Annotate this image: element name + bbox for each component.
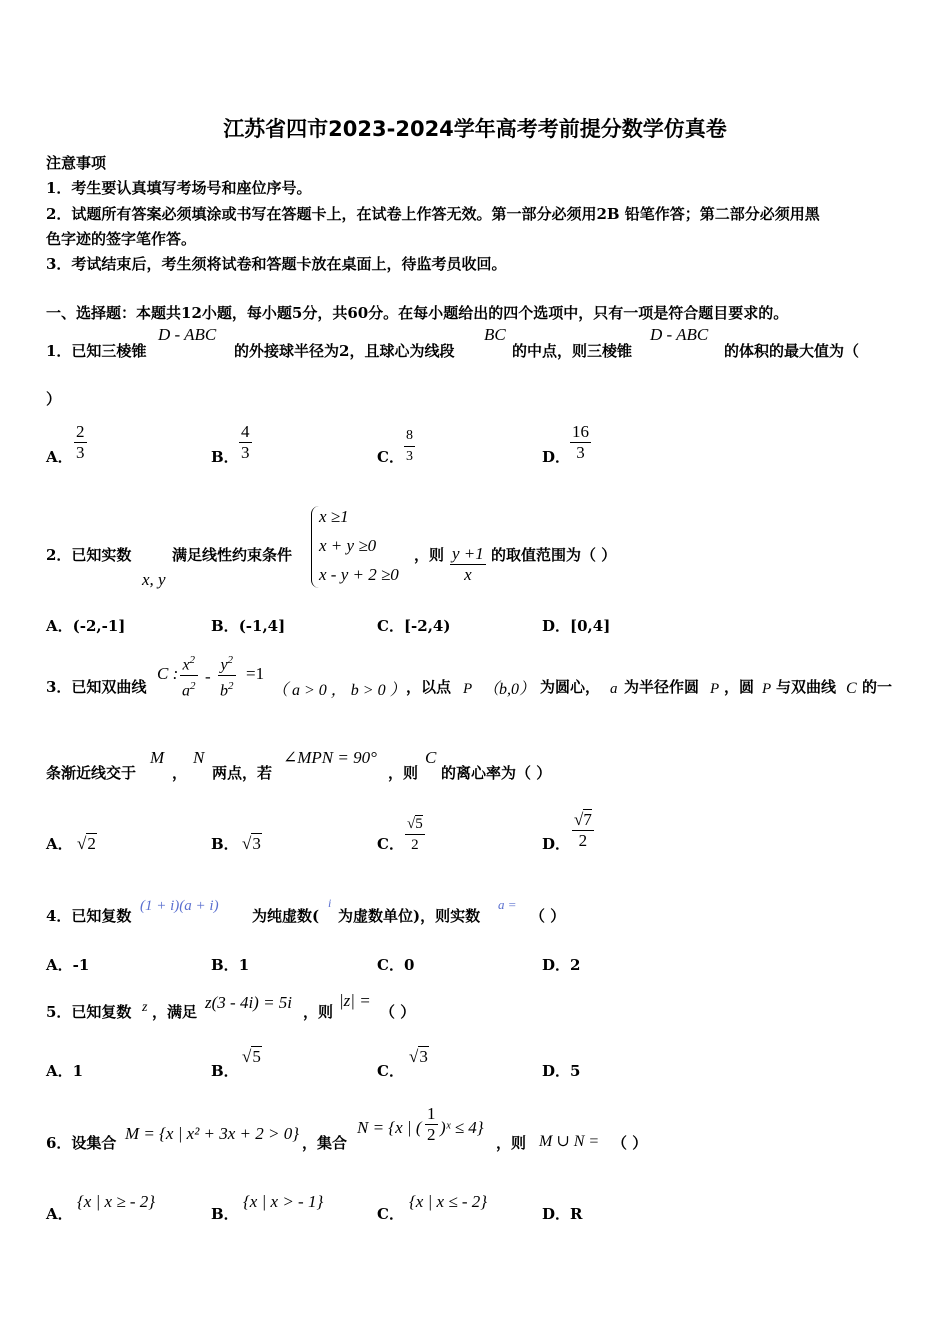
q5-text-c: ，则	[303, 1003, 334, 1021]
q3-n: N	[193, 748, 205, 767]
option-label: C．	[377, 835, 404, 853]
q1-option-a-value	[74, 422, 87, 463]
q2-text-c: ，则	[414, 546, 445, 564]
option-label: A．	[46, 1205, 73, 1223]
q5-option-b[interactable]	[211, 1060, 239, 1081]
frac-num: 16	[572, 422, 589, 441]
q6-text-b: ，集合	[302, 1134, 348, 1152]
q1-text-b: 的外接球半径为2，且球心为线段	[234, 342, 455, 360]
frac-num: x	[182, 656, 190, 674]
option-text: [-2,4)	[403, 617, 451, 635]
q2-text-d: 的取值范围为（ ）	[491, 546, 617, 564]
q3-pt: （b,0）	[483, 681, 536, 698]
q1-option-c-value	[404, 426, 415, 467]
q3-text-h: 条渐近线交于	[46, 764, 137, 782]
q3-text-c: 为圆心，	[540, 678, 601, 696]
option-label: A．	[46, 617, 73, 635]
option-label: D．	[542, 617, 571, 635]
q3-text-i: 两点，若	[212, 764, 273, 782]
exp: 2	[189, 654, 196, 666]
frac-den: 3	[241, 443, 250, 462]
option-label: A．	[46, 956, 73, 974]
q3-frac-x	[180, 650, 198, 702]
q6-text-d: （ ）	[612, 1134, 648, 1152]
q6-option-b-value: {x | x > - 1}	[243, 1192, 324, 1211]
q5-option-b-value: √5	[242, 1047, 261, 1066]
frac-den: a	[182, 682, 190, 700]
frac-num: y	[220, 656, 228, 674]
q4-option-d[interactable]	[542, 954, 580, 975]
q5-option-d[interactable]	[542, 1060, 580, 1081]
q3-option-c[interactable]	[377, 833, 404, 854]
option-label: D．	[542, 1062, 571, 1080]
exp: 2	[227, 654, 234, 666]
q3-cond: （ a > 0 ， b > 0 ）	[272, 682, 406, 699]
q6-union: M ∪ N =	[539, 1133, 600, 1150]
q4-a: a =	[498, 897, 517, 912]
q2-constraint-3: x - y + 2 ≥0	[319, 565, 399, 584]
radicand: 2	[87, 834, 96, 853]
q6-set-n-b: )ˣ ≤ 4}	[440, 1118, 484, 1137]
option-label: D．	[542, 1205, 571, 1223]
q4-option-c[interactable]	[377, 954, 414, 975]
q3-text-k: 的离心率为（ ）	[441, 764, 552, 782]
notice-item-2: 2．试题所有答案必须填涂或书写在答题卡上，在试卷上作答无效。第一部分必须用2B 铅笔作答；第二部分必须用黑	[46, 205, 820, 223]
q1-option-c[interactable]	[377, 446, 404, 467]
q3-option-a[interactable]	[46, 833, 73, 854]
q3-option-b-value: √3	[242, 834, 261, 853]
option-text: 1	[238, 956, 250, 974]
q5-eq: z(3 - 4i) = 5i	[205, 993, 293, 1012]
option-label: B．	[211, 448, 239, 466]
q3-option-b[interactable]	[211, 833, 239, 854]
q3-a: a	[610, 681, 618, 697]
q6-option-a-value: {x | x ≥ - 2}	[77, 1192, 156, 1211]
q2-option-d[interactable]	[542, 615, 610, 636]
q1-text-e: ）	[46, 390, 62, 408]
option-label: A．	[46, 835, 73, 853]
option-text: (-1,4]	[238, 617, 286, 635]
q3-comma: ，	[172, 764, 188, 782]
option-text: (-2,-1]	[72, 617, 126, 635]
q2-option-b[interactable]	[211, 615, 285, 636]
q1-option-b[interactable]	[211, 446, 239, 467]
q6-set-n-a: N = {x | (	[357, 1118, 422, 1137]
q2-fraction	[450, 544, 486, 585]
q3-m: M	[150, 748, 165, 767]
q2-text-b: 满足线性约束条件	[172, 546, 293, 564]
q4-text-a: 4．已知复数	[46, 907, 132, 925]
q1-option-d[interactable]	[542, 446, 570, 467]
notice-heading: 注意事项	[46, 154, 107, 172]
q1-math-dabc-2: D - ABC	[650, 325, 709, 344]
q3-c2: C	[425, 748, 437, 767]
frac-den: 3	[76, 443, 85, 462]
q4-option-b[interactable]	[211, 954, 249, 975]
q3-angle: ∠MPN = 90°	[283, 748, 377, 767]
option-label: D．	[542, 956, 571, 974]
frac-num: 2	[76, 422, 85, 441]
q1-text-d: 的体积的最大值为（	[724, 342, 860, 360]
q5-z: z	[142, 1000, 148, 1015]
q2-constraint-1: x ≥1	[319, 507, 349, 526]
q3-option-c-value: $\frac{√5}{2}$	[407, 816, 423, 853]
q3-p1: P	[463, 681, 473, 697]
q6-option-a[interactable]	[46, 1203, 73, 1224]
radicand: 7	[583, 810, 592, 829]
radicand: 5	[415, 816, 423, 832]
frac-den: 3	[406, 449, 413, 464]
q3-option-a-value: √2	[77, 834, 96, 853]
q6-set-m: M = {x | x² + 3x + 2 > 0}	[125, 1124, 300, 1143]
notice-item-1: 1．考生要认真填写考场号和座位序号。	[46, 179, 312, 197]
option-text: [0,4]	[570, 617, 611, 635]
q1-option-a[interactable]	[46, 446, 73, 467]
q6-option-b[interactable]	[211, 1203, 239, 1224]
q1-option-b-value	[239, 422, 252, 463]
option-label: C．	[377, 1205, 404, 1223]
q3-c: C	[846, 680, 857, 697]
notice-item-3: 3．考试结束后，考生须将试卷和答题卡放在桌面上，待监考员收回。	[46, 255, 507, 273]
option-label: C．	[377, 448, 404, 466]
q3-p3: P	[762, 681, 772, 697]
q3-text-j: ，则	[388, 764, 419, 782]
frac-den: x	[464, 565, 472, 584]
q3-p2: P	[710, 681, 720, 697]
frac-num: 4	[241, 422, 250, 441]
option-label: D．	[542, 835, 571, 853]
q5-option-c[interactable]	[377, 1060, 404, 1081]
q6-text-c: ，则	[496, 1134, 527, 1152]
q6-option-c-value: {x | x ≤ - 2}	[409, 1192, 488, 1211]
q6-option-c[interactable]	[377, 1203, 404, 1224]
frac-den: 2	[411, 837, 419, 853]
q2-vars: x, y	[142, 570, 166, 589]
option-label: A．	[46, 448, 73, 466]
q3-text-g: 的一	[862, 678, 893, 696]
frac-num: 8	[404, 426, 415, 447]
option-label: C．	[377, 617, 404, 635]
q5-text-b: ，满足	[152, 1003, 198, 1021]
q2-text-a: 2．已知实数	[46, 546, 132, 564]
option-label: A．	[46, 1062, 73, 1080]
section-heading: 一、选择题：本题共12小题，每小题5分，共60分。在每小题给出的四个选项中，只有一项是符合题目要求的。	[46, 304, 789, 322]
q2-constraint-2: x + y ≥0	[319, 536, 377, 555]
radicand: 5	[252, 1047, 261, 1066]
exp: 2	[190, 680, 196, 693]
option-label: D．	[542, 448, 571, 466]
q4-text-c: 为虚数单位)，则实数	[338, 907, 481, 925]
option-text: 5	[570, 1062, 581, 1080]
q1-math-bc: BC	[484, 325, 506, 344]
q5-absz: |z| =	[339, 991, 371, 1010]
q3-option-d-value: $\frac{√7}{2}$	[574, 810, 592, 850]
option-label: C．	[377, 1062, 404, 1080]
q2-option-a[interactable]	[46, 615, 125, 636]
option-label: B．	[211, 1062, 239, 1080]
q1-text-a: 1．已知三棱锥	[46, 342, 147, 360]
option-text: -1	[72, 956, 90, 974]
q1-math-dabc: D - ABC	[158, 325, 217, 344]
q3-text-e: ，圆	[724, 678, 755, 696]
option-text: 2	[570, 956, 581, 974]
q4-option-a[interactable]	[46, 954, 89, 975]
option-label: C．	[377, 956, 404, 974]
q3-text-a: 3．已知双曲线	[46, 678, 147, 696]
radicand: 3	[252, 834, 261, 853]
frac-den: 3	[576, 443, 585, 462]
q3-option-d[interactable]	[542, 833, 570, 854]
frac-num: 1	[427, 1104, 436, 1123]
option-label: B．	[211, 835, 239, 853]
frac-num: y +1	[452, 544, 484, 563]
q4-i: i	[328, 896, 332, 910]
frac-den: b	[220, 682, 228, 700]
q5-text-d: （ ）	[380, 1003, 416, 1021]
q3-frac-y	[218, 650, 236, 702]
option-label: B．	[211, 956, 239, 974]
q3-text-d: 为半径作圆	[624, 678, 700, 696]
q3-text-b: ，以点	[406, 678, 452, 696]
q2-option-c[interactable]	[377, 615, 450, 636]
minus: -	[205, 667, 211, 686]
option-text: R	[570, 1205, 583, 1223]
page-title: 江苏省四市2023-2024学年高考考前提分数学仿真卷	[223, 117, 727, 141]
q6-half	[425, 1104, 438, 1145]
q5-text-a: 5．已知复数	[46, 1003, 132, 1021]
q5-option-c-value: √3	[409, 1047, 428, 1066]
radicand: 3	[419, 1047, 428, 1066]
exp: 2	[228, 680, 234, 693]
q4-text-d: （ ）	[530, 907, 566, 925]
q1-text-c: 的中点，则三棱锥	[512, 342, 633, 360]
option-label: B．	[211, 1205, 239, 1223]
q1-option-d-value	[570, 422, 591, 463]
option-label: B．	[211, 617, 239, 635]
q6-option-d[interactable]	[542, 1203, 582, 1224]
option-text: 0	[403, 956, 415, 974]
option-text: 1	[72, 1062, 84, 1080]
q3-c-label: C :	[157, 664, 179, 683]
notice-item-2-cont: 色字迹的签字笔作答。	[46, 230, 197, 248]
q4-text-b: 为纯虚数(	[252, 907, 320, 925]
frac-den: 2	[427, 1125, 436, 1144]
q6-text-a: 6．设集合	[46, 1134, 117, 1152]
q3-eq1: =1	[246, 664, 265, 683]
frac-den: 2	[578, 831, 588, 850]
q4-expr: (1 + i)(a + i)	[140, 898, 219, 914]
q5-option-a[interactable]	[46, 1060, 83, 1081]
q3-text-f: 与双曲线	[776, 678, 837, 696]
